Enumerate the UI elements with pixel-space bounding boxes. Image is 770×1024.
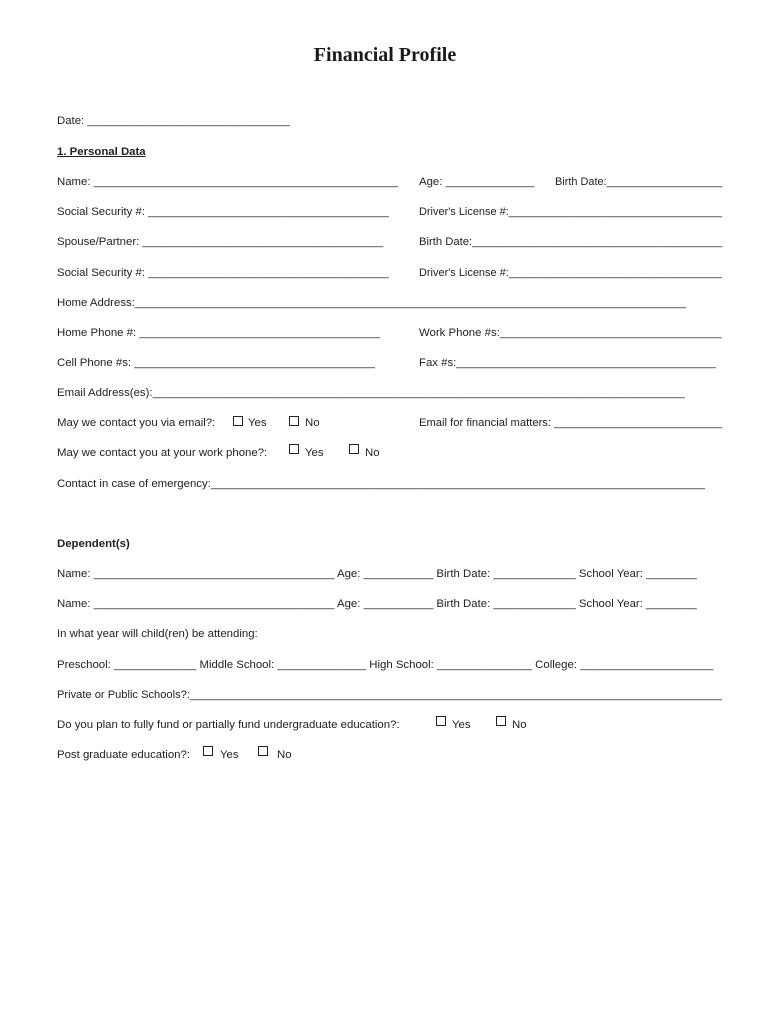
- private-public-field[interactable]: Private or Public Schools?:______________________________________________________________________________________: [57, 689, 722, 701]
- schools-fields[interactable]: Preschool: _____________ Middle School: ______________ High School: _______________ College: _____________________: [57, 659, 714, 671]
- contact-work-question: May we contact you at your work phone?:: [57, 447, 268, 459]
- spouse-field[interactable]: Spouse/Partner: ______________________________________: [57, 236, 384, 248]
- drivers-license-field[interactable]: Driver's License #:___________________________________: [419, 206, 723, 218]
- contact-work-yes-checkbox[interactable]: [289, 444, 299, 454]
- age-field[interactable]: Age: ______________: [419, 176, 535, 188]
- fund-no-label: No: [512, 719, 527, 731]
- contact-work-no-checkbox[interactable]: [349, 444, 359, 454]
- contact-work-yes-label: Yes: [305, 447, 324, 459]
- fund-yes-checkbox[interactable]: [436, 716, 446, 726]
- home-phone-field[interactable]: Home Phone #: ______________________________________: [57, 327, 381, 339]
- fax-field[interactable]: Fax #s:_________________________________________: [419, 357, 717, 369]
- email-field[interactable]: Email Address(es):____________________________________________________________________________________: [57, 387, 685, 399]
- personal-data-heading: 1. Personal Data: [57, 146, 146, 158]
- birth-date-field[interactable]: Birth Date:___________________: [555, 176, 723, 188]
- post-grad-yes-checkbox[interactable]: [203, 746, 213, 756]
- dependent-row-2[interactable]: Name: ______________________________________ Age: ___________ Birth Date: _____________ School Year: ________: [57, 598, 697, 610]
- contact-email-no-checkbox[interactable]: [289, 416, 299, 426]
- date-field[interactable]: Date: ________________________________: [57, 115, 291, 127]
- spouse-ssn-field[interactable]: Social Security #: ______________________________________: [57, 267, 389, 279]
- name-field[interactable]: Name: ________________________________________________: [57, 176, 398, 188]
- fund-no-checkbox[interactable]: [496, 716, 506, 726]
- spouse-birth-date-field[interactable]: Birth Date:________________________________________: [419, 236, 723, 248]
- contact-email-no-label: No: [305, 417, 320, 429]
- contact-email-yes-checkbox[interactable]: [233, 416, 243, 426]
- spouse-drivers-license-field[interactable]: Driver's License #:___________________________________: [419, 267, 723, 279]
- contact-email-question: May we contact you via email?:: [57, 417, 216, 429]
- page-title: Financial Profile: [313, 44, 457, 66]
- contact-email-yes-label: Yes: [248, 417, 267, 429]
- work-phone-field[interactable]: Work Phone #s:___________________________________: [419, 327, 722, 339]
- post-grad-no-label: No: [277, 749, 292, 761]
- home-address-field[interactable]: Home Address:_______________________________________________________________________________________: [57, 297, 687, 309]
- attending-question: In what year will child(ren) be attending:: [57, 628, 258, 640]
- ssn-field[interactable]: Social Security #: ______________________________________: [57, 206, 389, 218]
- fund-education-question: Do you plan to fully fund or partially fund undergraduate education?:: [57, 719, 400, 731]
- contact-work-no-label: No: [365, 447, 380, 459]
- email-financial-field[interactable]: Email for financial matters: ___________________________: [419, 417, 723, 429]
- cell-phone-field[interactable]: Cell Phone #s: ______________________________________: [57, 357, 375, 369]
- post-grad-yes-label: Yes: [220, 749, 239, 761]
- post-grad-question: Post graduate education?:: [57, 749, 190, 761]
- dependents-heading: Dependent(s): [57, 538, 130, 550]
- post-grad-no-checkbox[interactable]: [258, 746, 268, 756]
- emergency-contact-field[interactable]: Contact in case of emergency:______________________________________________________________________________: [57, 478, 705, 490]
- fund-yes-label: Yes: [452, 719, 471, 731]
- dependent-row-1[interactable]: Name: ______________________________________ Age: ___________ Birth Date: _____________ School Year: ________: [57, 568, 697, 580]
